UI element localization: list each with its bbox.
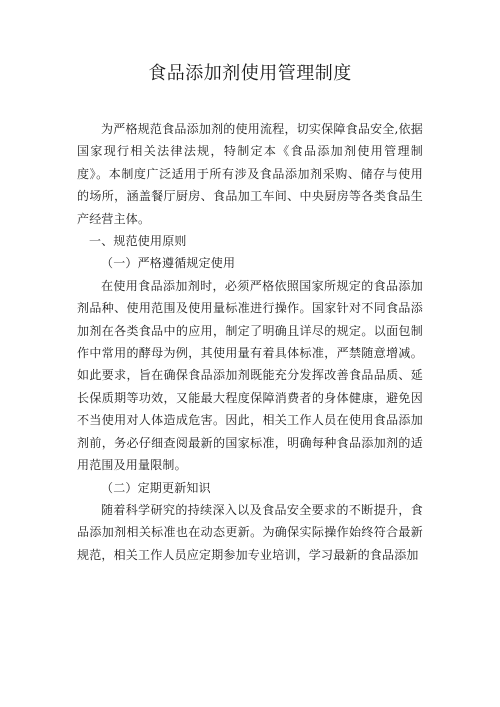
section-heading-1: 一、规范使用原则 bbox=[89, 234, 187, 249]
intro-paragraph: 为严格规范食品添加剂的使用流程，切实保障食品安全,依据国家现行相关法律法规，特制定本《食品添加剂使用管理制度》。本制度广泛适用于所有涉及食品添加剂采购、储存与使用的场所，涵盖餐厅厨房、食品加工车间、中央厨房等各类食品生产经营主体。 bbox=[77, 122, 423, 226]
document-title: 食品添加剂使用管理制度 bbox=[148, 63, 352, 84]
subsection-heading-1: （一）严格遵循规定使用 bbox=[101, 256, 236, 271]
subsection-body-2: 随着科学研究的持续深入以及食品安全要求的不断提升，食品添加剂相关标准也在动态更新。为确保实际操作始终符合最新规范，相关工作人员应定期参加专业培训，学习最新的食品添加 bbox=[77, 502, 423, 562]
document-body bbox=[77, 118, 423, 566]
subsection-heading-2: （二）定期更新知识 bbox=[101, 480, 211, 495]
subsection-body-1: 在使用食品添加剂时，必须严格依照国家所规定的食品添加剂品种、使用范围及使用量标准进行操作。国家针对不同食品添加剂在各类食品中的应用，制定了明确且详尽的规定。以面包制作中常用的酵母为例，其使用量有着具体标准，严禁随意增减。如此要求，旨在确保食品添加剂既能充分发挥改善食品品质、延长保质期等功效，又能最大程度保障消费者的身体健康，避免因不当使用对人体造成危害。因此，相关工作人员在使用食品添加剂前，务必仔细查阅最新的国家标准，明确每种食品添加剂的适用范围及用量限制。 bbox=[77, 278, 423, 473]
